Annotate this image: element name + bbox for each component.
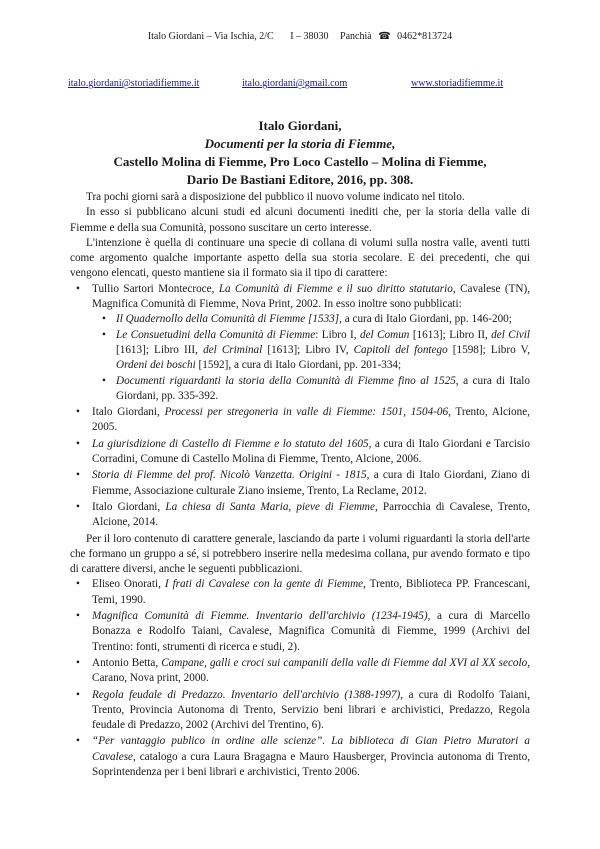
sub-list-item: • Il Quadernollo della Comunità di Fiemme [1533], a cura di Italo Giordani, pp. 146-200; xyxy=(92,312,530,327)
sub-list-item: • Documenti riguardanti la storia della Comunità di Fiemme fino al 1525, a cura di Italo Giordani, pp. 335-392. xyxy=(92,374,530,405)
paragraph: Tra pochi giorni sarà a disposizione del pubblico il nuovo volume indicato nel titolo. xyxy=(86,191,465,203)
list-item: • Regola feudale di Predazzo. Inventario dell'archivio (1388-1997), a cura di Rodolfo Taiani, Trento, Provincia Autonoma di Trento, Servizio beni librari e archivistici, Predazzo, Regola feudale di Predazzo, 2002 (Archivi del Trentino, 6). xyxy=(70,688,530,734)
related-publications-list xyxy=(70,577,530,780)
list-item: • Tullio Sartori Montecroce, La Comunità di Fiemme e il suo diritto statutario, Cavalese (TN), Magnifica Comunità di Fiemme, Nova Print, 2002. In esso inoltre sono pubblicati: • Il Quadernollo della Comunità di Fiemme [1533], a cura di Italo Giordani, pp. 146-200; • Le Consuetudini della Comunità di Fiemme: Libro I, del Comun [1613]; Libro II, del Civil [1613]; Libro III, del Criminal [1613]; Libro IV, Capitoli del fontego [1598]; Libro V, Ordeni dei boschi [1592], a cura di Italo Giordani, pp. 201-334; • Documenti riguardanti la storia della Comunità di Fiemme fino al 1525, a cura di Italo Giordani, pp. 335-392. xyxy=(70,282,530,404)
list-item: • Antonio Betta, Campane, galli e croci sui campanili della valle di Fiemme dal XVI al XX secolo, Carano, Nova print, 2000. xyxy=(70,656,530,687)
previous-volumes-list xyxy=(70,282,530,531)
body-text xyxy=(70,190,530,781)
town: Panchià xyxy=(340,31,372,42)
list-item: • Eliseo Onorati, I frati di Cavalese con la gente di Fiemme, Trento, Biblioteca PP. Francescani, Temi, 1990. xyxy=(70,577,530,608)
paragraph: Per il loro contenuto di carattere generale, lasciando da parte i volumi riguardanti la storia dell'arte che formano un gruppo a sé, si potrebbero inserire nella medesima collana, pur avendo formato e tipo di carattere diversi, anche le seguenti pubblicazioni. xyxy=(70,532,530,576)
title-editor: Dario De Bastiani Editore, 2016, pp. 308. xyxy=(186,172,414,187)
list-item: • Italo Giordani, La chiesa di Santa Maria, pieve di Fiemme, Parrocchia di Cavalese, Trento, Alcione, 2014. xyxy=(70,500,530,531)
contact-links xyxy=(0,78,600,92)
email-link-secondary[interactable]: italo.giordani@gmail.com xyxy=(242,78,348,89)
title-book: Documenti per la storia di Fiemme, xyxy=(204,136,396,151)
website-link[interactable]: www.storiadifiemme.it xyxy=(411,78,504,89)
address-line xyxy=(0,31,600,42)
email-link-primary[interactable]: italo.giordani@storiadifiemme.it xyxy=(68,78,200,89)
title-author: Italo Giordani, xyxy=(258,118,342,133)
title-publisher: Castello Molina di Fiemme, Pro Loco Castello – Molina di Fiemme, xyxy=(113,154,487,169)
phone-number: 0462*813724 xyxy=(397,31,453,42)
list-item: • Italo Giordani, Processi per stregoneria in valle di Fiemme: 1501, 1504-06, Trento, Alcione, 2005. xyxy=(70,405,530,436)
sub-list xyxy=(92,312,530,404)
list-item: • Storia di Fiemme del prof. Nicolò Vanzetta. Origini - 1815, a cura di Italo Giordani, Ziano di Fiemme, Associazione culturale Ziano insieme, Trento, La Reclame, 2012. xyxy=(70,468,530,499)
sub-list-item: • Le Consuetudini della Comunità di Fiemme: Libro I, del Comun [1613]; Libro II, del Civil [1613]; Libro III, del Criminal [1613]; Libro IV, Capitoli del fontego [1598]; Libro V, Ordeni dei boschi [1592], a cura di Italo Giordani, pp. 201-334; xyxy=(92,328,530,374)
paragraph: L'intenzione è quella di continuare una specie di collana di volumi sulla nostra valle, aventi tutti come argomento qualche importante aspetto della sua storia secolare. E dei precedenti, che qui vengono elencati, questo mantiene sia il formato sia il tipo di carattere: xyxy=(70,236,530,280)
letterhead xyxy=(0,31,600,42)
list-item: • Magnifica Comunità di Fiemme. Inventario dell'archivio (1234-1945), a cura di Marcello Bonazza e Rodolfo Taiani, Cavalese, Magnifica Comunità di Fiemme, 1999 (Archivi del Trentino: fonti, strumenti di ricerca e studi, 2). xyxy=(70,609,530,655)
list-item: • La giurisdizione di Castello di Fiemme e lo statuto del 1605, a cura di Italo Giordani e Tarcisio Corradini, Comune di Castello Molina di Fiemme, Trento, Alcione, 2006. xyxy=(70,437,530,468)
paragraph: In esso si pubblicano alcuni studi ed alcuni documenti inediti che, per la storia della valle di Fiemme e della sua Comunità, possono suscitare un certo interesse. xyxy=(70,206,530,234)
list-item: • “Per vantaggio publico in ordine alle scienze”. La biblioteca di Gian Pietro Muratori a Cavalese, catalogo a cura Laura Bragagna e Mauro Hausberger, Provincia autonoma di Trento, Soprintendenza per i beni librari e archivistici, Trento 2006. xyxy=(70,734,530,780)
name-street: Italo Giordani – Via Ischia, 2/C xyxy=(147,31,274,42)
telephone-icon: ☎ xyxy=(378,31,391,42)
book-title-block xyxy=(0,117,600,189)
postal-code: I – 38030 xyxy=(290,31,329,42)
